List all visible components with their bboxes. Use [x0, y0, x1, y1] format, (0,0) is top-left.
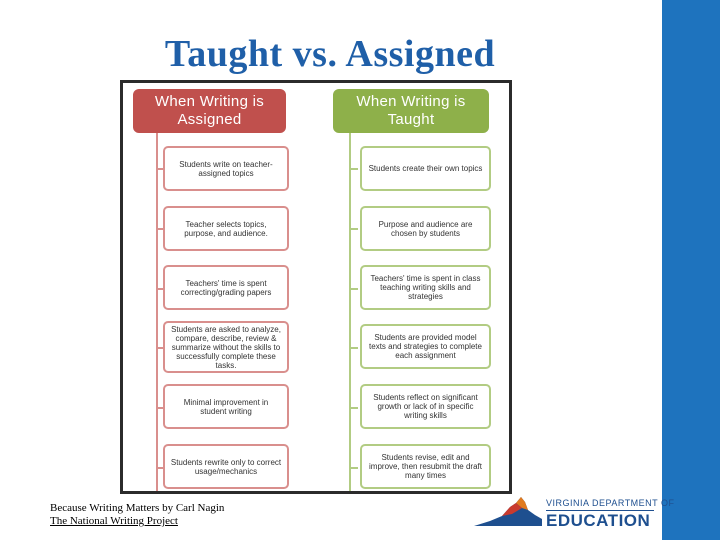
- taught-connector-tick: [349, 467, 358, 469]
- taught-item: Purpose and audience are chosen by students: [360, 206, 491, 251]
- vdoe-logo: [472, 492, 675, 532]
- comparison-diagram: [120, 80, 512, 494]
- credit-organization-link[interactable]: The National Writing Project: [50, 515, 178, 527]
- assigned-item: Students rewrite only to correct usage/mechanics: [163, 444, 289, 489]
- logo-main-text: EDUCATION: [546, 511, 651, 530]
- assigned-item: Minimal improvement in student writing: [163, 384, 289, 429]
- taught-item: Students are provided model texts and strategies to complete each assignment: [360, 324, 491, 369]
- taught-item: Students create their own topics: [360, 146, 491, 191]
- assigned-connector-line: [156, 133, 158, 494]
- taught-item: Students revise, edit and improve, then resubmit the draft many times: [360, 444, 491, 489]
- assigned-item: Teacher selects topics, purpose, and audience.: [163, 206, 289, 251]
- assigned-item: Teachers' time is spent correcting/grading papers: [163, 265, 289, 310]
- taught-connector-tick: [349, 288, 358, 290]
- virginia-state-icon: [472, 494, 544, 530]
- taught-connector-line: [349, 133, 351, 494]
- taught-item: Teachers' time is spent in class teaching writing skills and strategies: [360, 265, 491, 310]
- logo-top-text: VIRGINIA DEPARTMENT OF: [546, 498, 675, 508]
- taught-connector-tick: [349, 347, 358, 349]
- taught-connector-tick: [349, 407, 358, 409]
- assigned-item: Students are asked to analyze, compare, describe, review & summarize without the skills to successfully complete these tasks.: [163, 321, 289, 373]
- assigned-item: Students write on teacher-assigned topics: [163, 146, 289, 191]
- slide-title: Taught vs. Assigned: [164, 33, 496, 75]
- credit-book: Because Writing Matters by Carl Nagin: [50, 502, 225, 514]
- taught-header: When Writing is Taught: [333, 89, 489, 133]
- assigned-header: When Writing is Assigned: [133, 89, 286, 133]
- right-accent-bar: [662, 0, 720, 540]
- taught-connector-tick: [349, 228, 358, 230]
- taught-connector-tick: [349, 168, 358, 170]
- taught-item: Students reflect on significant growth or lack of in specific writing skills: [360, 384, 491, 429]
